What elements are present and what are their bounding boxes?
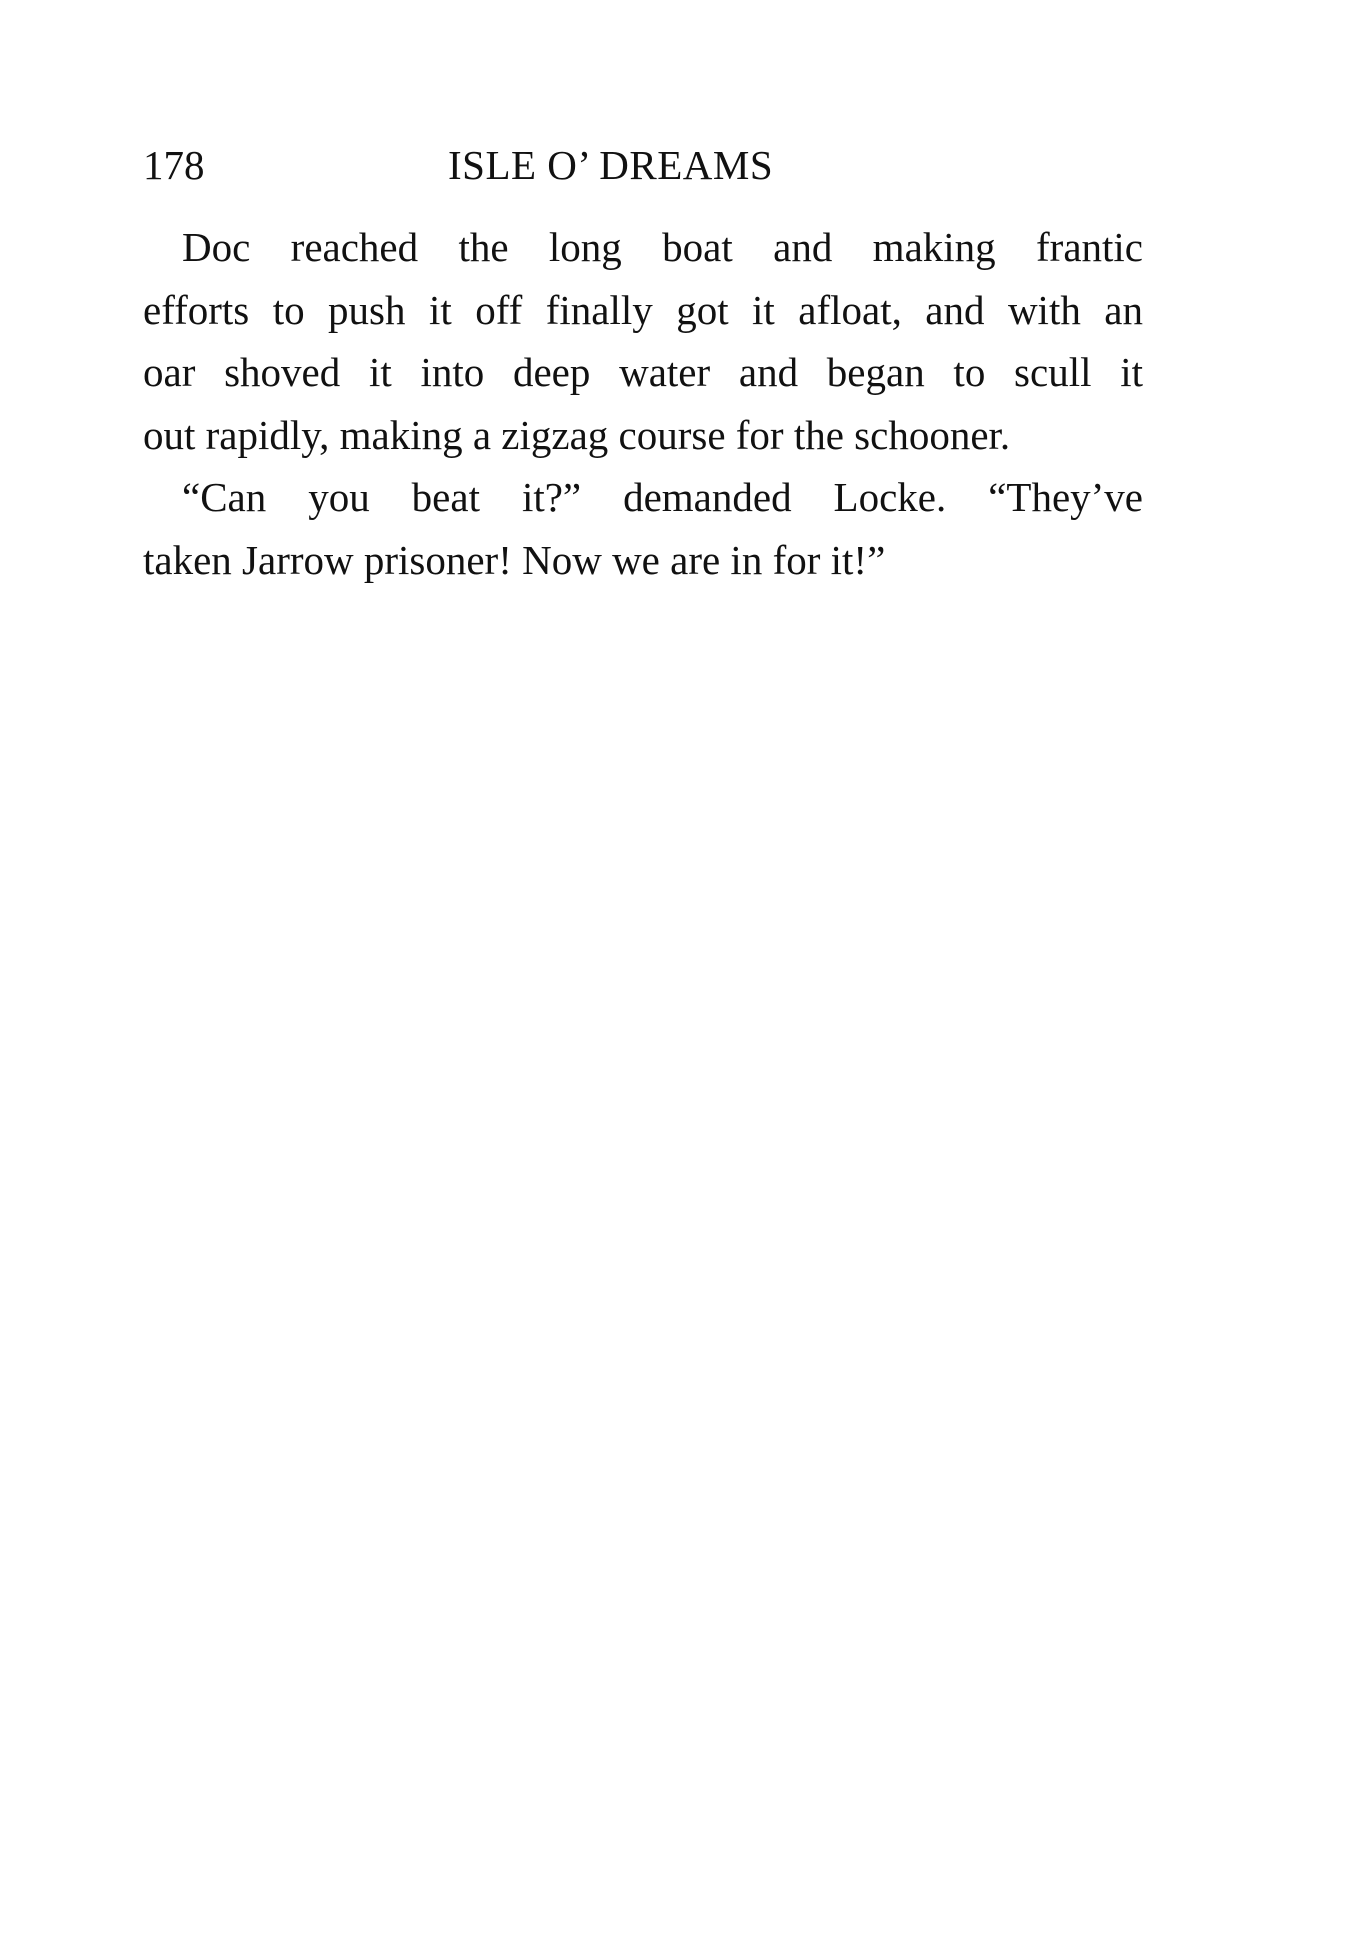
- text-line: out rapidly, making a zigzag course for the schooner.: [143, 411, 1011, 458]
- text-line: oar shoved it into deep water and began to scull it: [143, 349, 1143, 395]
- text-line: efforts to push it off finally got it afloat, and with an: [143, 286, 1143, 333]
- page-number: 178: [143, 142, 205, 188]
- running-title: ISLE O’ DREAMS: [448, 142, 774, 188]
- body-text: [143, 216, 1143, 591]
- text-line: “Can you beat it?” demanded Locke. “They’ve: [182, 474, 1143, 520]
- text-line: taken Jarrow prisoner! Now we are in for it!”: [143, 536, 886, 583]
- text-line: Doc reached the long boat and making frantic: [182, 224, 1143, 270]
- running-head: [143, 140, 1143, 190]
